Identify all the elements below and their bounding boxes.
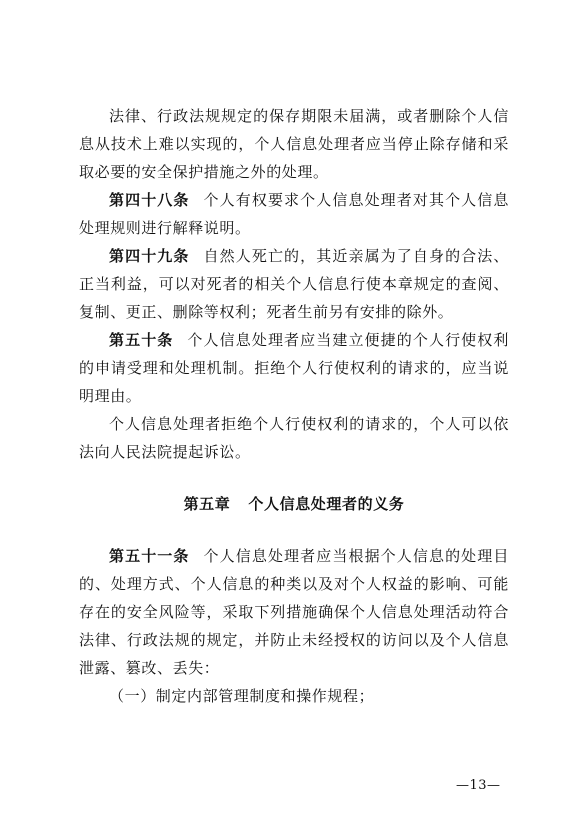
article-50 [79,326,509,410]
paragraph-text: （一）制定内部管理制度和操作规程； [109,687,375,705]
paragraph-text: 法律、行政法规规定的保存期限未届满，或者删除个人信息从技术上难以实现的，个人信息处理者应当停止除存储和采取必要的安全保护措施之外的处理。 [79,107,509,181]
list-item-1 [79,682,509,710]
page-number: —13— [456,778,501,793]
article-number: 第五十条 [109,331,174,349]
chapter-heading [79,466,509,542]
paragraph-text: 个人信息处理者应当根据个人信息的处理目的、处理方式、个人信息的种类以及对个人权益的影响、可能存在的安全风险等，采取下列措施确保个人信息处理活动符合法律、行政法规的规定，并防止未经授权的访问以及个人信息泄露、篡改、丢失： [79,547,509,677]
chapter-number: 第五章 [183,495,231,513]
paragraph-lawsuit [79,410,509,466]
article-number: 第五十一条 [109,547,190,565]
article-48 [79,186,509,242]
paragraph-text: 自然人死亡的，其近亲属为了自身的合法、正当利益，可以对死者的相关个人信息行使本章规定的查阅、复制、更正、删除等权利；死者生前另有安排的除外。 [79,247,509,321]
paragraph-retention [79,102,509,186]
article-number: 第四十八条 [109,191,190,209]
chapter-title: 个人信息处理者的义务 [248,495,405,513]
article-49 [79,242,509,326]
article-51 [79,542,509,682]
document-body [79,102,509,710]
paragraph-text: 个人信息处理者拒绝个人行使权利的请求的，个人可以依法向人民法院提起诉讼。 [79,415,509,461]
paragraph-text: 个人有权要求个人信息处理者对其个人信息处理规则进行解释说明。 [79,191,509,237]
paragraph-text: 个人信息处理者应当建立便捷的个人行使权利的申请受理和处理机制。拒绝个人行使权利的请求的，应当说明理由。 [79,331,509,405]
article-number: 第四十九条 [109,247,190,265]
